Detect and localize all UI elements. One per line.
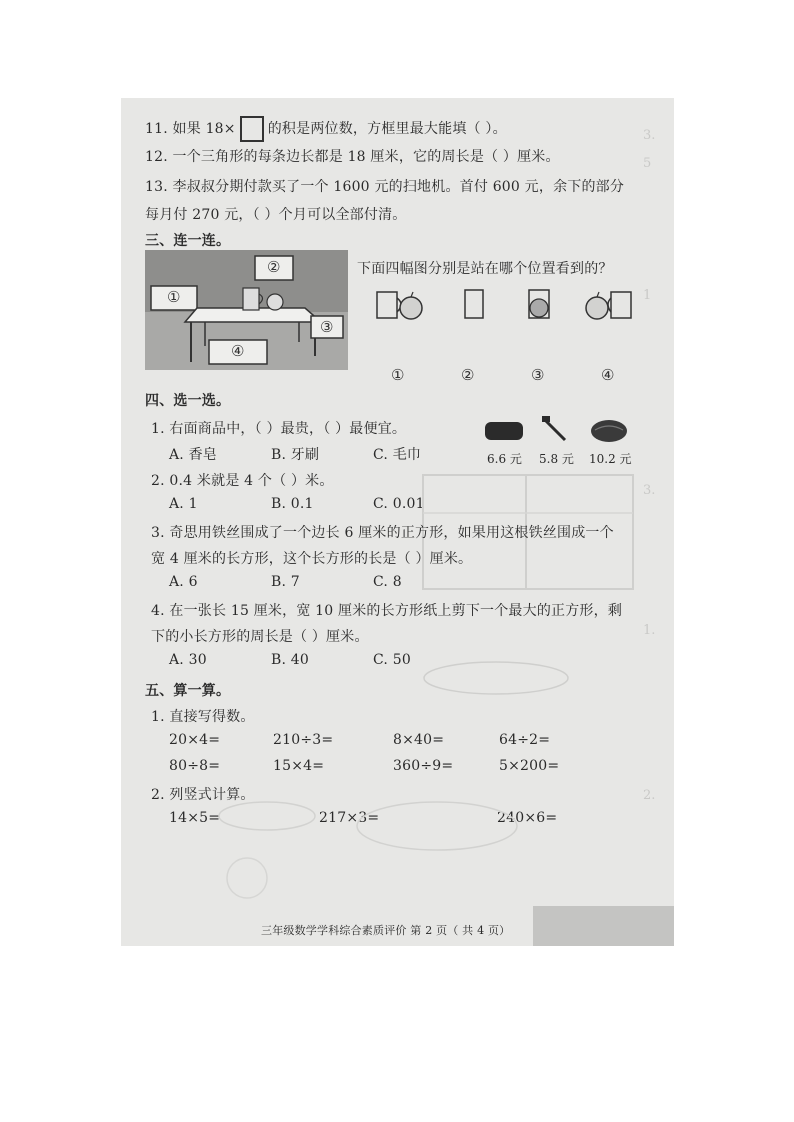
soap-icon — [483, 416, 527, 444]
bleed-through-bubble — [421, 658, 571, 698]
calc-item: 64÷2= — [499, 732, 551, 748]
question-13-line-2: 每月付 270 元，（ ）个月可以全部付清。 — [145, 207, 407, 223]
bleed-through-mark: 1. — [643, 623, 656, 638]
calc-item: 210÷3= — [273, 732, 334, 748]
bleed-through-mark: 1 — [643, 288, 652, 303]
calc-item: 360÷9= — [393, 758, 454, 774]
view-label-1: ① — [391, 366, 405, 384]
calc-item: 80÷8= — [169, 758, 221, 774]
s4-q1-option-b: B. 牙刷 — [271, 447, 320, 463]
view-label-4: ④ — [601, 366, 615, 384]
s4-question-4-line-2: 下的小长方形的周长是（ ）厘米。 — [151, 629, 369, 645]
s4-q2-option-a: A. 1 — [169, 496, 198, 512]
scene-label-1: ① — [167, 288, 181, 306]
s4-question-1: 1. 右面商品中，（ ）最贵，（ ）最便宜。 — [151, 421, 407, 437]
s4-q3-option-b: B. 7 — [271, 574, 300, 590]
question-11 — [145, 116, 507, 142]
question-11-prefix: 11. 如果 18× — [145, 121, 236, 137]
s4-q3-option-c: C. 8 — [373, 574, 402, 590]
vertical-calc-item: 240×6= — [497, 810, 558, 826]
vertical-calc-item: 217×3= — [319, 810, 380, 826]
s4-q4-option-c: C. 50 — [373, 652, 411, 668]
scene-label-4: ④ — [231, 342, 245, 360]
toothbrush-icon — [539, 414, 569, 444]
section-3-title: 三、连一连。 — [145, 233, 231, 249]
s4-q2-option-b: B. 0.1 — [271, 496, 314, 512]
question-13-line-1: 13. 李叔叔分期付款买了一个 1600 元的扫地机。首付 600 元，余下的部分 — [145, 179, 625, 195]
vertical-calc-item: 14×5= — [169, 810, 221, 826]
table-scene-icon — [145, 250, 348, 370]
view-label-3: ③ — [531, 366, 545, 384]
s4-q1-option-a: A. 香皂 — [169, 447, 218, 463]
exam-page-photo — [121, 98, 674, 946]
scene-label-3: ③ — [320, 318, 334, 336]
scene-label-2: ② — [267, 258, 281, 276]
answer-box — [240, 116, 264, 142]
calc-item: 5×200= — [499, 758, 560, 774]
question-11-suffix: 的积是两位数，方框里最大能填（ ）。 — [267, 121, 507, 137]
s4-q4-option-b: B. 40 — [271, 652, 310, 668]
calc-item: 20×4= — [169, 732, 221, 748]
bleed-through-bubble — [217, 798, 527, 908]
scan-gray-patch — [533, 906, 674, 946]
page-footer: 三年级数学学科综合素质评价 第 2 页（ 共 4 页） — [261, 924, 511, 937]
s4-q4-option-a: A. 30 — [169, 652, 207, 668]
view-3-cup-with-apple-icon — [523, 286, 557, 322]
bleed-through-mark: 3. — [643, 483, 656, 498]
section-4-title: 四、选一选。 — [145, 393, 231, 409]
s4-question-2: 2. 0.4 米就是 4 个（ ）米。 — [151, 473, 334, 489]
price-soap: 6.6 元 — [487, 452, 522, 466]
s4-question-4-line-1: 4. 在一张长 15 厘米，宽 10 厘米的长方形纸上剪下一个最大的正方形，剩 — [151, 603, 623, 619]
question-12: 12. 一个三角形的每条边长都是 18 厘米，它的周长是（ ）厘米。 — [145, 149, 560, 165]
s4-question-3-line-1: 3. 奇思用铁丝围成了一个边长 6 厘米的正方形，如果用这根铁丝围成一个 — [151, 525, 614, 541]
s4-q1-option-c: C. 毛巾 — [373, 447, 422, 463]
calc-item: 15×4= — [273, 758, 325, 774]
view-1-cup-apple-icon — [373, 286, 429, 322]
s5-part-1-title: 1. 直接写得数。 — [151, 709, 255, 725]
calc-item: 8×40= — [393, 732, 445, 748]
bleed-through-mark: 2. — [643, 788, 656, 803]
price-towel: 10.2 元 — [589, 452, 632, 466]
view-4-apple-cup-icon — [581, 286, 637, 322]
s4-question-3-line-2: 宽 4 厘米的长方形，这个长方形的长是（ ）厘米。 — [151, 551, 473, 567]
bleed-through-mark: 3. — [643, 128, 656, 143]
view-label-2: ② — [461, 366, 475, 384]
bleed-through-mark: 5 — [643, 156, 652, 171]
table-scene-illustration — [145, 250, 348, 370]
s5-part-2-title: 2. 列竖式计算。 — [151, 787, 255, 803]
section-3-question: 下面四幅图分别是站在哪个位置看到的？ — [357, 261, 613, 277]
view-2-cup-icon — [459, 286, 489, 322]
towel-icon — [589, 416, 629, 444]
s4-q3-option-a: A. 6 — [169, 574, 198, 590]
s4-q2-option-c: C. 0.01 — [373, 496, 425, 512]
section-5-title: 五、算一算。 — [145, 683, 231, 699]
price-toothbrush: 5.8 元 — [539, 452, 574, 466]
